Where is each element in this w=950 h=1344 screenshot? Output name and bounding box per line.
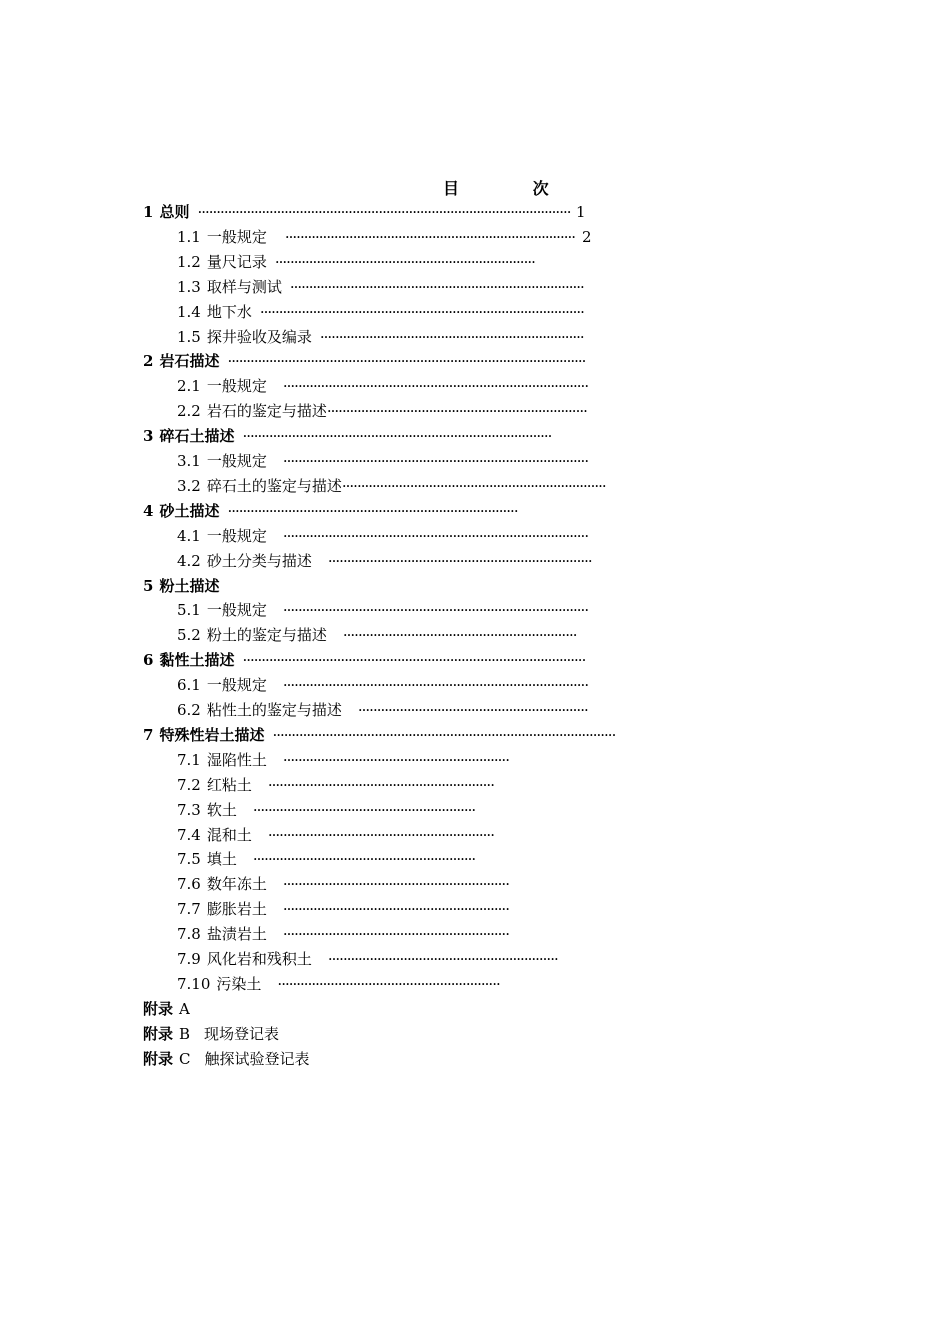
toc-chapter-entry[interactable] xyxy=(143,424,553,448)
toc-leader-dots: ················································································· xyxy=(282,377,589,396)
toc-leader-dots: ···························································· xyxy=(267,825,494,844)
toc-section-entry[interactable] xyxy=(177,673,590,697)
toc-leader-dots: ············································································· xyxy=(227,501,518,520)
toc-section-entry[interactable] xyxy=(177,325,587,349)
toc-leader-dots: ··························································································· xyxy=(272,725,616,744)
toc-entry-label: 粉土的鉴定与描述 xyxy=(206,626,327,645)
toc-entry-number: 1.4 xyxy=(177,302,201,321)
toc-entry-number: 7.1 xyxy=(177,750,201,769)
toc-section-entry[interactable] xyxy=(177,972,503,996)
toc-appendix-entry[interactable] xyxy=(143,1047,310,1071)
toc-entry-number: 7.5 xyxy=(177,850,201,869)
toc-leader-dots: ··························································· xyxy=(277,974,500,993)
toc-chapter-entry[interactable] xyxy=(143,499,520,523)
toc-page-number: 1 xyxy=(576,203,586,221)
appendix-letter: A xyxy=(179,999,190,1018)
toc-leader-dots: ····································································· xyxy=(274,252,535,271)
toc-entry-label: 碎石土描述 xyxy=(159,427,235,446)
toc-leader-dots: ······································································ xyxy=(319,327,584,346)
toc-leader-dots: ······································································ xyxy=(341,476,606,495)
toc-section-entry[interactable] xyxy=(177,250,537,274)
toc-entry-label: 填土 xyxy=(206,850,237,869)
toc-entry-label: 总则 xyxy=(159,203,190,221)
toc-entry-number: 7.8 xyxy=(177,925,201,944)
toc-entry-label: 碎石土的鉴定与描述 xyxy=(206,476,342,495)
toc-section-entry[interactable] xyxy=(177,598,590,622)
toc-leader-dots: ················································································· xyxy=(282,526,589,545)
toc-entry-label: 一般规定 xyxy=(206,526,267,545)
toc-appendix-entry[interactable] xyxy=(143,1022,279,1046)
appendix-word: 附录 xyxy=(143,999,174,1018)
toc-entry-label: 砂土分类与描述 xyxy=(206,551,312,570)
toc-section-entry[interactable] xyxy=(177,897,512,921)
toc-leader-dots: ················································································· xyxy=(282,676,589,695)
toc-page-number: 2 xyxy=(582,227,592,246)
toc-leader-dots: ··························································· xyxy=(252,850,476,869)
toc-entry-number: 6.1 xyxy=(177,676,201,695)
toc-entry-label: 取样与测试 xyxy=(206,277,282,296)
toc-leader-dots: ·············································································· xyxy=(289,277,584,296)
toc-section-entry[interactable] xyxy=(177,399,590,423)
toc-entry-number: 4.1 xyxy=(177,526,201,545)
toc-section-entry[interactable] xyxy=(177,872,512,896)
toc-entry-number: 1.2 xyxy=(177,252,201,271)
toc-leader-dots: ················································································· xyxy=(282,601,589,620)
toc-section-entry[interactable] xyxy=(177,922,512,946)
toc-leader-dots: ···························································· xyxy=(282,750,509,769)
toc-leader-dots: ·················································································· xyxy=(242,427,552,446)
toc-leader-dots: ······················································································ xyxy=(259,302,584,321)
toc-section-entry[interactable] xyxy=(177,524,590,548)
toc-leader-dots: ···························································· xyxy=(267,775,494,794)
toc-leader-dots: ····························································· xyxy=(357,701,588,719)
toc-entry-label: 盐渍岩土 xyxy=(206,925,267,944)
toc-leader-dots: ····························································· xyxy=(327,950,558,968)
toc-entry-label: 探井验收及编录 xyxy=(206,327,312,346)
toc-entry-number: 3.2 xyxy=(177,476,201,495)
appendix-letter: C xyxy=(179,1049,191,1068)
toc-leader-dots: ···························································· xyxy=(282,875,509,894)
toc-entry-label: 量尺记录 xyxy=(206,252,267,271)
toc-appendix-entry[interactable] xyxy=(143,997,204,1021)
toc-leader-dots: ················································································· xyxy=(282,452,589,470)
toc-entry-number: 4 xyxy=(143,501,154,520)
toc-entry-number: 7 xyxy=(143,725,154,744)
toc-entry-label: 粘性土的鉴定与描述 xyxy=(206,701,342,719)
toc-section-entry[interactable] xyxy=(177,300,587,324)
toc-entry-label: 砂土描述 xyxy=(159,501,220,520)
toc-leader-dots: ······························································································· xyxy=(227,352,586,371)
toc-entry-label: 特殊性岩土描述 xyxy=(159,725,265,744)
toc-entry-number: 7.7 xyxy=(177,900,201,919)
toc-entry-number: 3.1 xyxy=(177,452,201,470)
appendix-word: 附录 xyxy=(143,1024,174,1043)
toc-entry-label: 一般规定 xyxy=(206,452,267,470)
toc-section-entry[interactable] xyxy=(177,947,562,971)
toc-section-entry[interactable] xyxy=(177,474,607,498)
toc-entry-number: 6.2 xyxy=(177,701,201,719)
toc-entry-number: 2.1 xyxy=(177,377,201,396)
toc-entry-label: 污染土 xyxy=(216,974,262,993)
toc-entry-number: 7.2 xyxy=(177,775,201,794)
toc-section-entry[interactable] xyxy=(177,798,478,822)
toc-leader-dots: ··························································································· xyxy=(242,651,586,670)
toc-entry-label: 地下水 xyxy=(206,302,252,321)
toc-entry-number: 3 xyxy=(143,427,154,446)
toc-chapter-entry[interactable] xyxy=(143,349,587,373)
toc-chapter-entry[interactable] xyxy=(143,200,586,224)
appendix-letter: B xyxy=(179,1024,191,1043)
toc-entry-label: 岩石描述 xyxy=(159,352,220,371)
appendix-word: 附录 xyxy=(143,1049,174,1068)
toc-entry-label: 混和土 xyxy=(206,825,252,844)
toc-leader-dots: ······································································ xyxy=(327,551,592,570)
appendix-title: 触探试验登记表 xyxy=(204,1049,310,1068)
toc-section-entry[interactable] xyxy=(177,748,512,772)
toc-section-entry[interactable] xyxy=(177,549,596,573)
toc-chapter-entry[interactable] xyxy=(143,574,219,598)
toc-entry-label: 膨胀岩土 xyxy=(206,900,267,919)
toc-entry-number: 1 xyxy=(143,203,154,221)
toc-entry-label: 粉土描述 xyxy=(159,576,220,595)
toc-leader-dots: ············································································· xyxy=(284,227,576,246)
toc-entry-number: 7.3 xyxy=(177,800,201,819)
toc-entry-label: 湿陷性土 xyxy=(206,750,267,769)
toc-section-entry[interactable] xyxy=(177,275,587,299)
toc-leader-dots: ··························································· xyxy=(252,800,476,819)
toc-entry-number: 7.10 xyxy=(177,974,211,993)
toc-entry-label: 红粘土 xyxy=(206,775,252,794)
toc-section-entry[interactable] xyxy=(177,374,590,398)
toc-entry-label: 一般规定 xyxy=(206,601,267,620)
toc-entry-label: 黏性土描述 xyxy=(159,651,235,670)
toc-section-entry[interactable] xyxy=(177,773,495,797)
toc-entry-number: 5.2 xyxy=(177,626,201,645)
toc-entry-number: 5 xyxy=(143,576,154,595)
toc-entry-label: 一般规定 xyxy=(206,377,267,396)
toc-section-entry[interactable] xyxy=(177,449,590,473)
toc-entry-number: 4.2 xyxy=(177,551,201,570)
toc-entry-label: 数年冻土 xyxy=(206,875,267,894)
toc-leader-dots: ···························································· xyxy=(282,925,509,944)
toc-entry-label: 风化岩和残积土 xyxy=(206,950,312,968)
toc-section-entry[interactable] xyxy=(177,698,590,722)
toc-entry-label: 软土 xyxy=(206,800,237,819)
page-title: 目 次 xyxy=(443,179,583,198)
toc-entry-number: 6 xyxy=(143,651,154,670)
toc-leader-dots: ··································································································· xyxy=(197,203,571,221)
toc-leader-dots: ····································································· xyxy=(326,402,587,421)
toc-section-entry[interactable] xyxy=(177,823,495,847)
toc-entry-number: 5.1 xyxy=(177,601,201,620)
toc-leader-dots: ······························································ xyxy=(342,626,577,645)
toc-entry-label: 岩石的鉴定与描述 xyxy=(206,402,327,421)
toc-section-entry[interactable] xyxy=(177,623,579,647)
toc-leader-dots: ···························································· xyxy=(282,900,509,919)
toc-entry-number: 7.6 xyxy=(177,875,201,894)
appendix-title: 现场登记表 xyxy=(204,1024,280,1043)
toc-section-entry[interactable] xyxy=(177,225,592,249)
toc-entry-number: 2 xyxy=(143,352,154,371)
toc-entry-number: 1.5 xyxy=(177,327,201,346)
toc-entry-label: 一般规定 xyxy=(206,227,267,246)
toc-entry-number: 1.1 xyxy=(177,227,201,246)
toc-entry-label: 一般规定 xyxy=(206,676,267,695)
toc-entry-number: 7.4 xyxy=(177,825,201,844)
toc-chapter-entry[interactable] xyxy=(143,648,587,672)
toc-section-entry[interactable] xyxy=(177,847,478,871)
toc-entry-number: 7.9 xyxy=(177,950,201,968)
toc-chapter-entry[interactable] xyxy=(143,723,620,747)
toc-entry-number: 1.3 xyxy=(177,277,201,296)
toc-entry-number: 2.2 xyxy=(177,402,201,421)
